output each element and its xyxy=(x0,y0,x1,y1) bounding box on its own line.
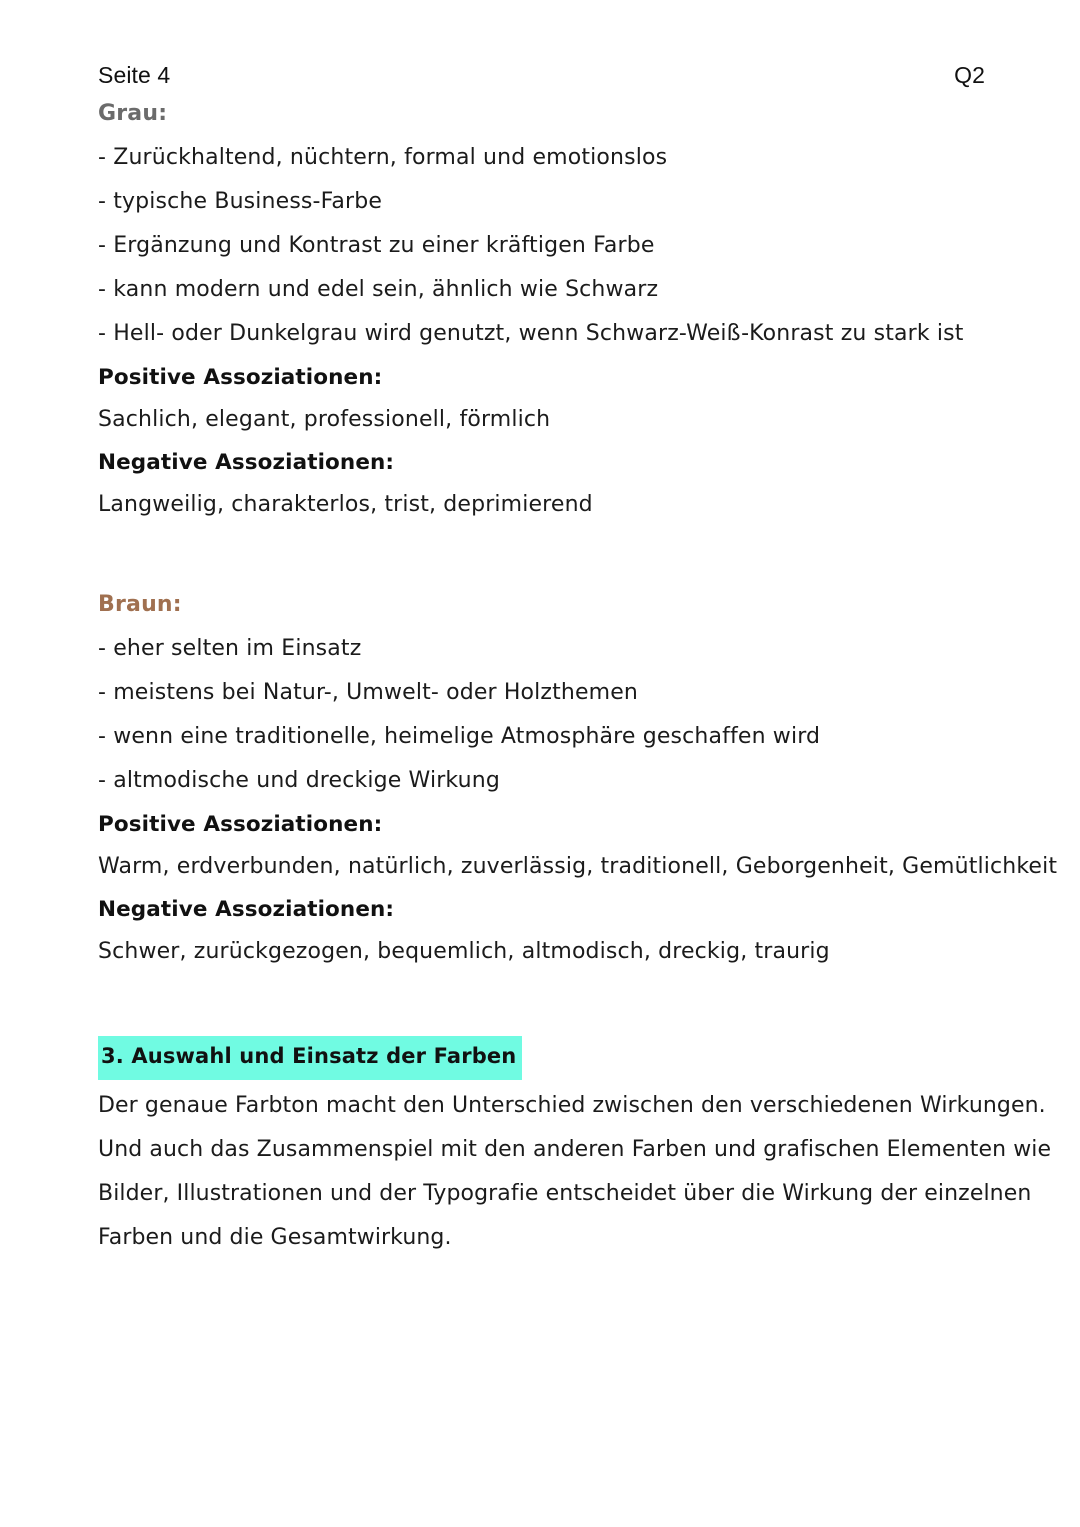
list-item: - kann modern und edel sein, ähnlich wie Schwarz xyxy=(98,277,659,302)
page-header xyxy=(98,60,985,90)
list-item: - typische Business-Farbe xyxy=(98,189,383,214)
page-number-label: Seite 4 xyxy=(98,62,171,88)
section-heading-grau: Grau: xyxy=(98,101,168,126)
course-label: Q2 xyxy=(954,62,985,88)
positive-associations-text-grau: Sachlich, elegant, professionell, förmlich xyxy=(98,407,551,432)
list-item: - meistens bei Natur-, Umwelt- oder Holzthemen xyxy=(98,680,639,705)
list-item: - Zurückhaltend, nüchtern, formal und emotionslos xyxy=(98,145,668,170)
positive-associations-label-grau: Positive Assoziationen: xyxy=(98,365,383,390)
section-heading-auswahl: 3. Auswahl und Einsatz der Farben xyxy=(98,1036,522,1080)
paragraph-line: Der genaue Farbton macht den Unterschied zwischen den verschiedenen Wirkungen. xyxy=(98,1093,1046,1118)
list-item: - eher selten im Einsatz xyxy=(98,636,362,661)
closing-paragraph xyxy=(98,1084,1052,1260)
document-content xyxy=(98,99,1058,1260)
section-heading-braun: Braun: xyxy=(98,592,182,617)
paragraph-line: Bilder, Illustrationen und der Typografie entscheidet über die Wirkung der einzelnen xyxy=(98,1181,1032,1206)
negative-associations-label-braun: Negative Assoziationen: xyxy=(98,897,395,922)
section-spacer xyxy=(98,980,998,1036)
paragraph-line: Farben und die Gesamtwirkung. xyxy=(98,1225,452,1250)
list-item: - Ergänzung und Kontrast zu einer kräftigen Farbe xyxy=(98,233,655,258)
positive-associations-label-braun: Positive Assoziationen: xyxy=(98,812,383,837)
list-item: - altmodische und dreckige Wirkung xyxy=(98,768,500,793)
negative-associations-text-grau: Langweilig, charakterlos, trist, deprimierend xyxy=(98,492,593,517)
paragraph-line: Und auch das Zusammenspiel mit den anderen Farben und grafischen Elementen wie xyxy=(98,1137,1052,1162)
positive-associations-text-braun: Warm, erdverbunden, natürlich, zuverlässig, traditionell, Geborgenheit, Gemütlichkeit xyxy=(98,854,1058,879)
negative-associations-label-grau: Negative Assoziationen: xyxy=(98,450,395,475)
negative-associations-text-braun: Schwer, zurückgezogen, bequemlich, altmodisch, dreckig, traurig xyxy=(98,939,830,964)
highlighted-heading-row xyxy=(98,1036,998,1080)
section-spacer xyxy=(98,533,998,590)
list-item: - Hell- oder Dunkelgrau wird genutzt, wenn Schwarz-Weiß-Konrast zu stark ist xyxy=(98,321,964,346)
list-item: - wenn eine traditionelle, heimelige Atmosphäre geschaffen wird xyxy=(98,724,821,749)
